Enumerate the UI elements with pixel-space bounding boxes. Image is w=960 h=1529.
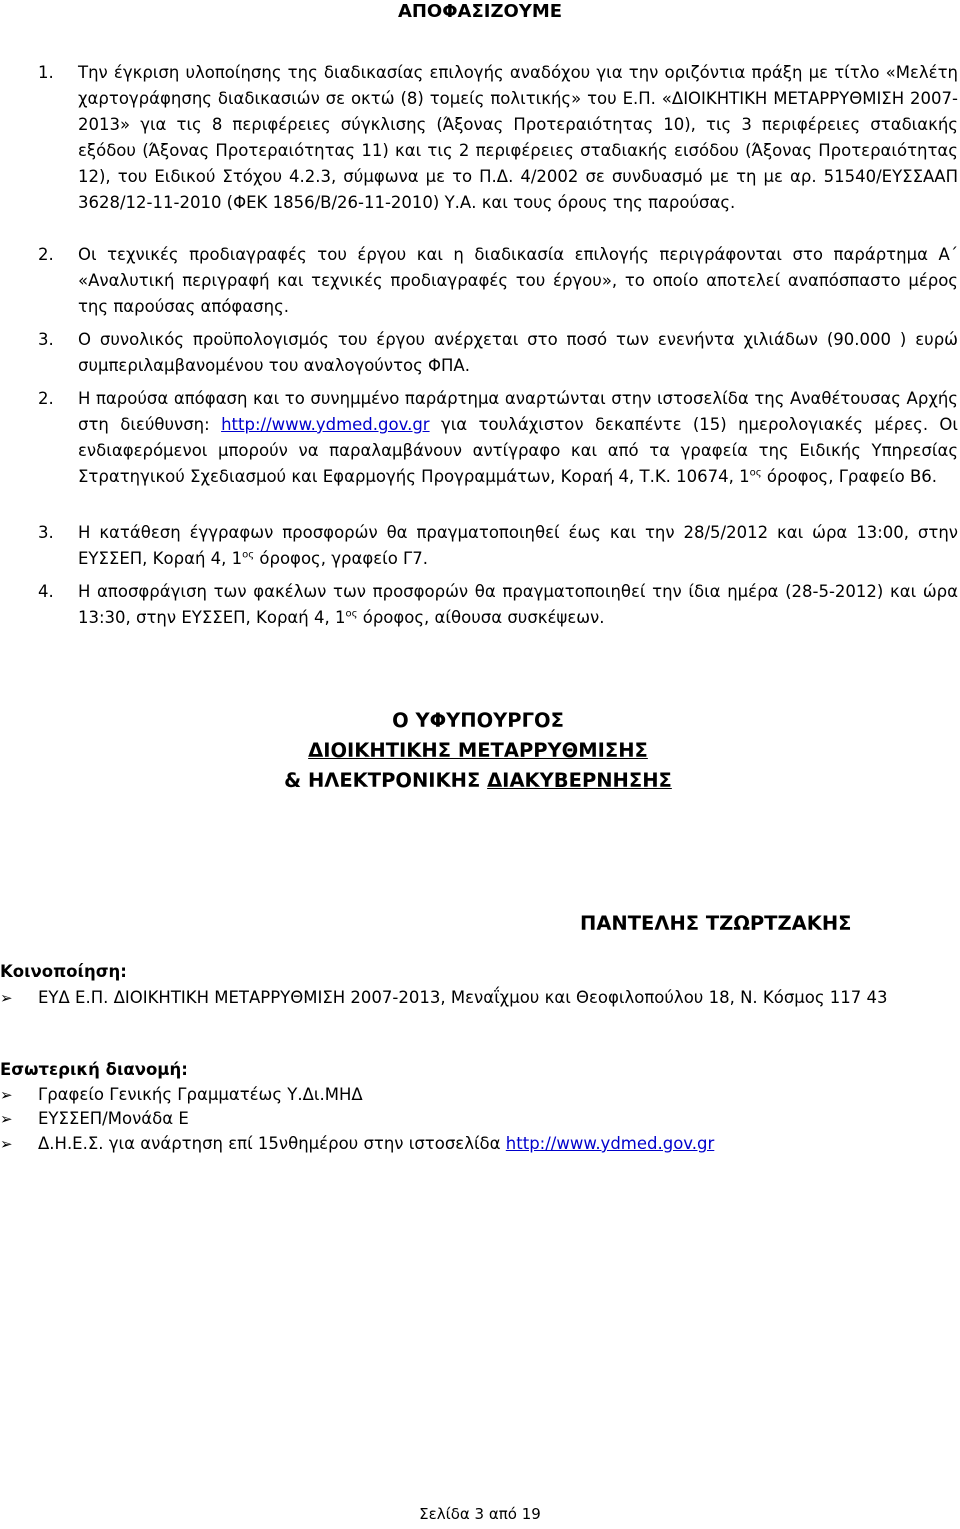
ydmed-link[interactable]: http://www.ydmed.gov.gr <box>221 415 430 434</box>
item-number: 3. <box>38 523 54 542</box>
notification-title: Κοινοποίηση: <box>0 962 127 981</box>
signatory-name: ΠΑΝΤΕΛΗΣ ΤΖΩΡΤΖΑΚΗΣ <box>580 912 852 935</box>
decision-item-4 <box>38 386 958 490</box>
item-number: 1. <box>38 63 54 82</box>
ydmed-link[interactable]: http://www.ydmed.gov.gr <box>505 1134 715 1153</box>
internal-item: ➢ Γραφείο Γενικής Γραμματέως Υ.Δι.ΜΗΔ <box>0 1083 930 1107</box>
item-number: 2. <box>38 245 54 264</box>
decision-heading: ΑΠΟΦΑΣΙΖΟΥΜΕ <box>397 1 563 22</box>
item-text: Η κατάθεση έγγραφων προσφορών θα πραγματοποιηθεί έως και την 28/5/2012 και ώρα 13:00, στην ΕΥΣΣΕΠ, Κοραή 4, $1^{o\varsigma}$ όροφος, γραφείο Γ7. <box>78 523 958 568</box>
item-number: 4. <box>38 582 54 601</box>
internal-item: ➢ ΕΥΣΣΕΠ/Μονάδα Ε <box>0 1107 930 1131</box>
item-text: Την έγκριση υλοποίησης της διαδικασίας επιλογής αναδόχου για την οριζόντια πράξη με τίτλο «Μελέτη χαρτογράφησης διαδικασιών σε οκτώ (8) τομείς πολιτικής» του Ε.Π. «ΔΙΟΙΚΗΤΙΚΗ ΜΕΤΑΡΡΥΘΜΙΣΗ 2007-2013» για τις 8 περιφέρειες σύγκλισης (Άξονας Προτεραιότητας 10), τις 3 περιφέρειες σταδιακής εξόδου (Άξονας Προτεραιότητας 11) και τις 2 περιφέρειες σταδιακής εισόδου (Άξονας Προτεραιότητας 12), του Ειδικού Στόχου 4.2.3, σύμφωνα με το Π.Δ. 4/2002 σε συνδυασμό με τη με αρ. 51540/ΕΥΣΣΑΑΠ 3628/12-11-2010 (ΦΕΚ 1856/Β/26-11-2010) Υ.Α. και τους όρους της παρούσας. <box>78 63 958 212</box>
internal-distribution-title: Εσωτερική διανομή: <box>0 1060 188 1079</box>
item-number: 2. <box>38 389 54 408</box>
arrow-bullet-icon: ➢ <box>0 1135 13 1153</box>
decision-item-5 <box>38 520 958 572</box>
internal-item: ➢ Δ.Η.Ε.Σ. για ανάρτηση επί 15νθημέρου στην ιστοσελίδα http://www.ydmed.gov.gr <box>0 1132 930 1156</box>
decision-item-6 <box>38 579 958 631</box>
arrow-bullet-icon: ➢ <box>0 1110 13 1128</box>
arrow-bullet-icon: ➢ <box>0 1086 13 1104</box>
decision-item-1 <box>38 60 958 216</box>
signature-ministry: ΔΙΟΙΚΗΤΙΚΗΣ ΜΕΤΑΡΡΥΘΜΙΣΗΣ <box>308 739 648 762</box>
item-number: 3. <box>38 330 54 349</box>
item-text: Η αποσφράγιση των φακέλων των προσφορών θα πραγματοποιηθεί την ίδια ημέρα (28-5-2012) και ώρα 13:30, στην ΕΥΣΣΕΠ, Κοραή 4, $1^{o\varsigma}$ όροφος, αίθουσα συσκέψεων. <box>78 582 958 627</box>
signature-title: Ο ΥΦΥΠΟΥΡΓΟΣ <box>392 709 564 732</box>
signature-ministry-2: & ΗΛΕΚΤΡΟΝΙΚΗΣ ΔΙΑΚΥΒΕΡΝΗΣΗΣ <box>284 769 672 792</box>
item-text: Η παρούσα απόφαση και το συνημμένο παράρτημα αναρτώνται στην ιστοσελίδα της Αναθέτουσας Αρχής στη διεύθυνση: http://www.ydmed.gov.gr για τουλάχιστον δεκαπέντε (15) ημερολογιακές μέρες. Οι ενδιαφερόμενοι μπορούν να παραλαμβάνουν αντίγραφο και από τα γραφεία της Ειδικής Υπηρεσίας Στρατηγικού Σχεδιασμού και Εφαρμογής Προγραμμάτων, Κοραή 4, Τ.Κ. 10674, $1^{o\varsigma}$ όροφος, Γραφείο Β6. <box>78 389 958 486</box>
page-footer: Σελίδα 3 από 19 <box>419 1505 541 1523</box>
item-text: Ο συνολικός προϋπολογισμός του έργου ανέρχεται στο ποσό των ενενήντα χιλιάδων (90.000 ) ευρώ συμπεριλαμβανομένου του αναλογούντος ΦΠΑ. <box>78 330 958 375</box>
decision-item-3 <box>38 327 958 379</box>
arrow-bullet-icon: ➢ <box>0 989 13 1007</box>
notification-item: ➢ ΕΥΔ Ε.Π. ΔΙΟΙΚΗΤΙΚΗ ΜΕΤΑΡΡΥΘΜΙΣΗ 2007-2013, Μεναΐχμου και Θεοφιλοπούλου 18, Ν. Κόσμος 117 43 <box>0 986 930 1010</box>
item-text: Οι τεχνικές προδιαγραφές του έργου και η διαδικασία επιλογής περιγράφονται στο παράρτημα Α΄ «Αναλυτική περιγραφή και τεχνικές προδιαγραφές του έργου», το οποίο αποτελεί αναπόσπαστο μέρος της παρούσας απόφασης. <box>78 245 958 316</box>
decision-item-2 <box>38 242 958 320</box>
